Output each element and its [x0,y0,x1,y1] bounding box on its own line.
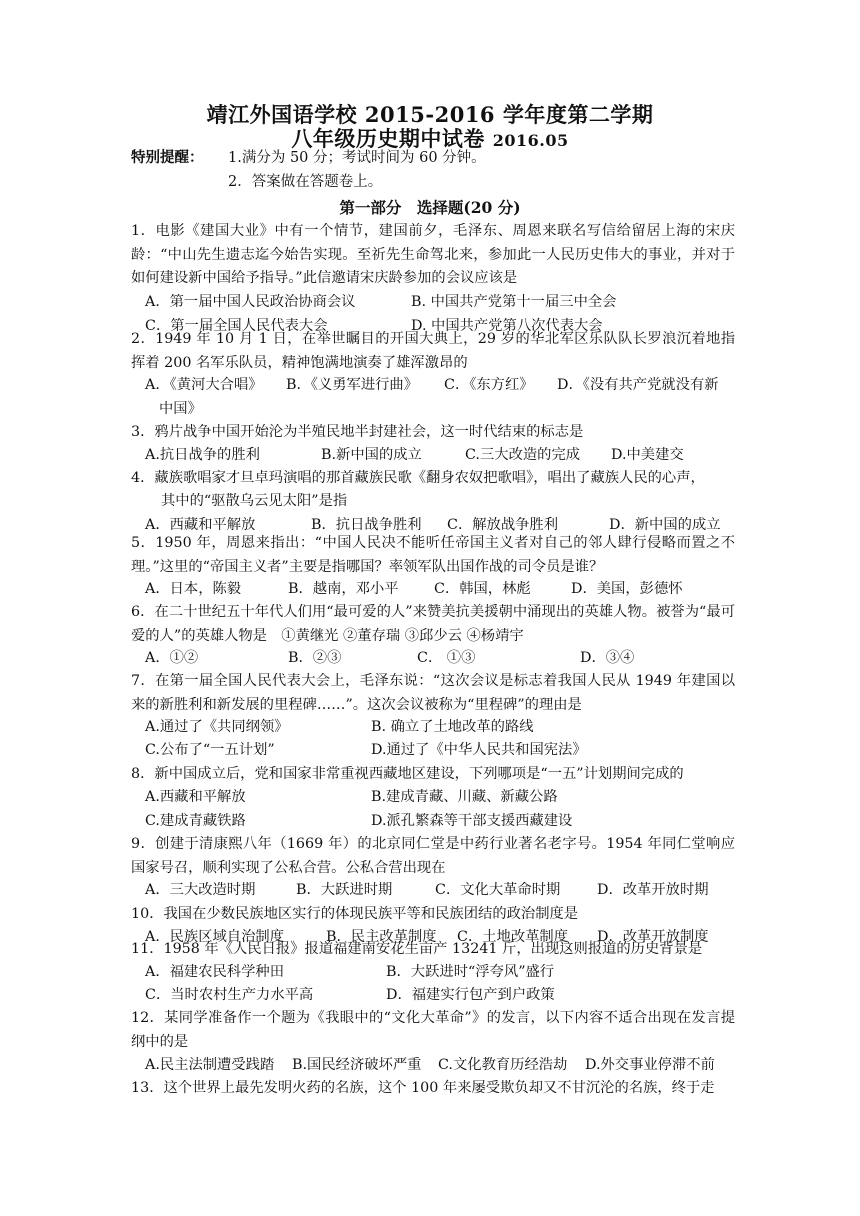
q7-option-c: C.公布了“一五计划” [145,742,275,758]
q8-option-c: C.建成青藏铁路 [145,813,246,829]
q11-option-c: C．当时农村生产力水平高 [145,987,314,1003]
q7-option-b: B. 确立了土地改革的路线 [371,719,534,735]
question-1: 1．电影《建国大业》中有一个情节，建国前夕，毛泽东、周恩来联名写信给留居上海的宋庆龄：“中山先生遗志迄今始告实现。至祈先生命驾北来，参加此一人民历史伟大的事业，并对于如何建设新中国给予指导。”此信邀请宋庆龄参加的会议应该是 [131,223,735,287]
q1-option-d: D. 中国共产党第八次代表大会 [411,318,603,334]
q10-option-b: B．民主改革制度 [326,929,437,945]
exam-title-school: 靖江外国语学校 2015-2016 学年度第二学期 [206,102,654,127]
question-11: 11．1958 年《人民日报》报道福建南安花生亩产 13241 斤，出现这则报道的历史背景是 [131,941,703,957]
q1-option-c: C．第一届全国人民代表大会 [145,318,328,334]
q12-option-c: C.文化教育历经浩劫 [438,1057,568,1073]
q8-option-a: A.西藏和平解放 [145,789,246,805]
q12-option-a: A.民主法制遭受践踏 [145,1057,275,1073]
q3-option-c: C.三大改造的完成 [465,447,581,463]
q10-option-d: D．改革开放制度 [597,929,709,945]
q5-option-a: A．日本，陈毅 [145,581,242,597]
exam-title-subject-text: 八年级历史期中试卷 [291,126,493,151]
question-6: 6．在二十世纪五十年代人们用“最可爱的人”来赞美抗美援朝中涌现出的英雄人物。被誉为“最可爱的人”的英雄人物是 ①黄继光 ②董存瑞 ③邱少云 ④杨靖宇 [131,604,735,644]
notice-item-2: 2．答案做在答题卷上。 [228,174,383,190]
q8-option-d: D.派孔繁森等干部支援西藏建设 [371,813,573,829]
q9-option-b: B．大跃进时期 [296,882,393,898]
q6-option-c: C． ①③ [417,650,476,666]
question-13: 13．这个世界上最先发明火药的名族，这个 100 年来屡受欺负却又不甘沉沦的名族，终于走 [131,1080,715,1096]
q2-option-b: B．《义勇军进行曲》 [286,377,419,393]
q4-option-a: A．西藏和平解放 [145,517,256,533]
question-2: 2．1949 年 10 月 1 日，在举世瞩目的开国大典上，29 岁的华北军区乐队队长罗浪沉着地指挥着 200 名军乐队员，精神饱满地演奏了雄浑激昂的 [131,331,735,371]
q5-option-b: B．越南，邓小平 [288,581,399,597]
q4-option-b: B．抗日战争胜利 [311,517,422,533]
q2-option-d: D．《没有共产党就没有新 [557,377,719,393]
question-3: 3．鸦片战争中国开始沦为半殖民地半封建社会，这一时代结束的标志是 [131,424,584,440]
q1-option-a: A．第一届中国人民政治协商会议 [145,294,356,310]
q3-option-a: A.抗日战争的胜利 [145,447,260,463]
question-10: 10．我国在少数民族地区实行的体现民族平等和民族团结的政治制度是 [131,906,579,922]
q6-option-a: A．①② [145,650,199,666]
q8-option-b: B.建成青藏、川藏、新藏公路 [371,789,558,805]
q5-option-c: C．韩国，林彪 [434,581,531,597]
q6-option-d: D．③④ [580,650,635,666]
notice-item-1: 1.满分为 50 分；考试时间为 60 分钟。 [228,150,486,166]
q7-option-d: D.通过了《中华人民共和国宪法》 [371,742,587,758]
question-9: 9．创建于清康熙八年（1669 年）的北京同仁堂是中药行业著名老字号。1954 年同仁堂响应国家号召，顺利实现了公私合营。公私合营出现在 [131,836,735,876]
question-8: 8．新中国成立后，党和国家非常重视西藏地区建设，下列哪项是“一五”计划期间完成的 [131,766,684,782]
question-5: 5．1950 年，周恩来指出：“中国人民决不能听任帝国主义者对自己的邻人肆行侵略而置之不理。”这里的“帝国主义者”主要是指哪国？率领军队出国作战的司令员是谁？ [131,535,735,575]
q3-option-b: B.新中国的成立 [321,447,422,463]
q2-option-d-cont: 中国》 [159,401,202,417]
q1-option-b: B. 中国共产党第十一届三中全会 [411,294,617,310]
q12-option-d: D.外交事业停滞不前 [585,1057,715,1073]
section-title: 第一部分 选择题(20 分) [339,198,521,217]
question-7: 7．在第一届全国人民代表大会上，毛泽东说：“这次会议是标志着我国人民从 1949 年建国以来的新胜利和新发展的里程碑……”。这次会议被称为“里程碑”的理由是 [131,673,735,713]
q4-option-c: C．解放战争胜利 [447,517,559,533]
notice-label: 特别提醒： [131,149,204,166]
q11-option-b: B．大跃进时“浮夸风”盛行 [386,964,555,980]
q10-option-c: C．土地改革制度 [457,929,569,945]
q2-option-c: C．《东方红》 [444,377,534,393]
exam-date: 2016.05 [492,131,569,150]
question-12: 12．某同学准备作一个题为《我眼中的“文化大革命”》的发言，以下内容不适合出现在发言提纲中的是 [131,1010,735,1050]
q9-option-a: A．三大改造时期 [145,882,256,898]
q9-option-d: D．改革开放时期 [597,882,709,898]
q12-option-b: B.国民经济破坏严重 [292,1057,422,1073]
question-4: 4．藏族歌唱家才旦卓玛演唱的那首藏族民歌《翻身农奴把歌唱》，唱出了藏族人民的心声， [131,470,705,486]
q9-option-c: C．文化大革命时期 [435,882,561,898]
q4-option-d: D．新中国的成立 [609,517,721,533]
question-4-cont: 其中的“驱散乌云见太阳”是指 [161,493,348,509]
q2-option-a: A．《黄河大合唱》 [145,377,263,393]
q6-option-b: B．②③ [288,650,342,666]
q3-option-d: D.中美建交 [611,447,684,463]
q11-option-a: A．福建农民科学种田 [145,964,284,980]
q7-option-a: A.通过了《共同纲领》 [145,719,289,735]
q5-option-d: D．美国，彭德怀 [571,581,683,597]
q10-option-a: A．民族区域自治制度 [145,929,284,945]
q11-option-d: D．福建实行包产到户政策 [386,987,555,1003]
